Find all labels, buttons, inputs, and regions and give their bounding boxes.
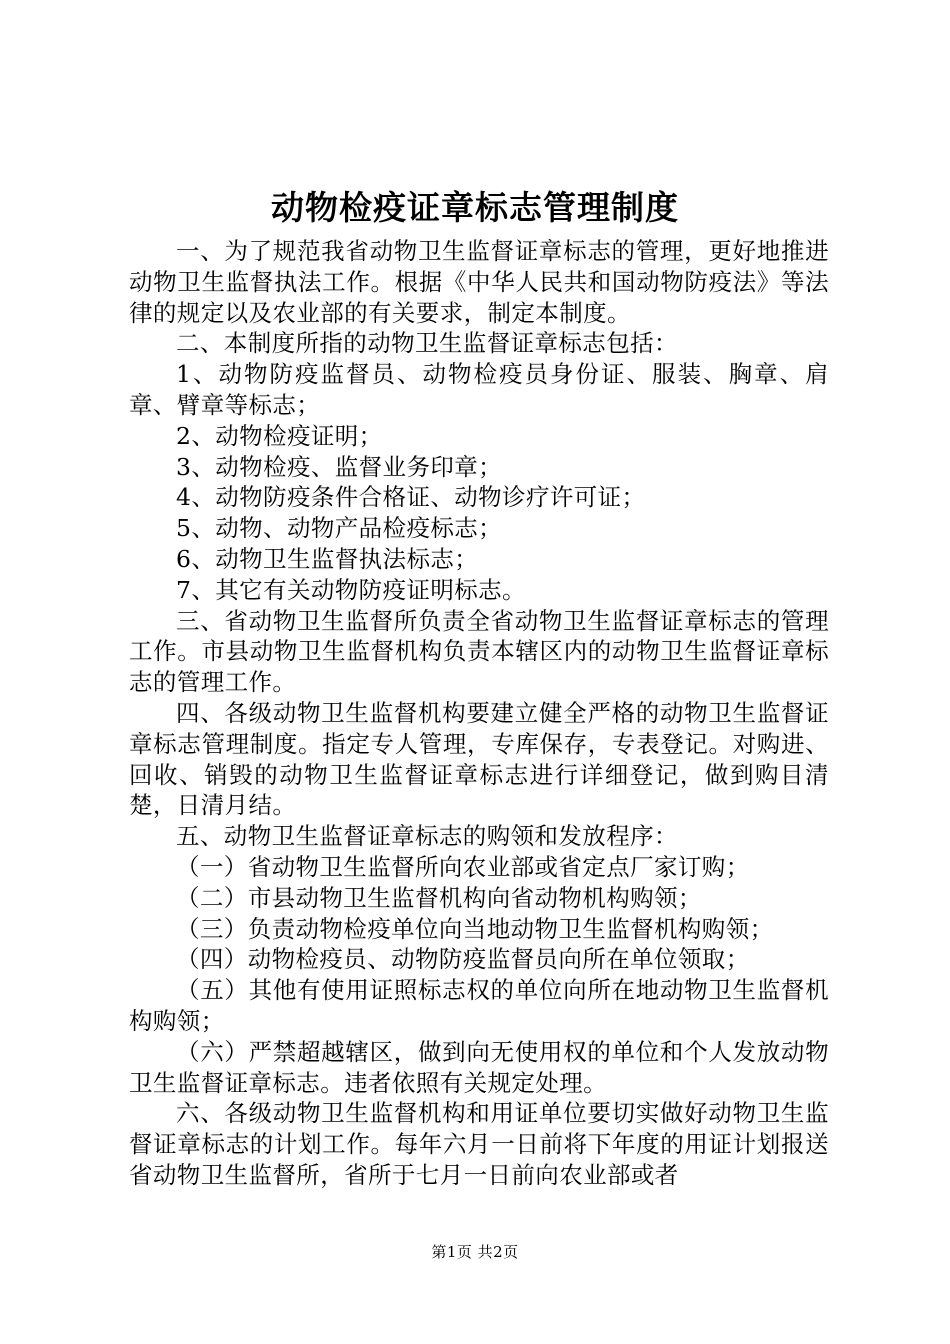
document-body (129, 236, 829, 1191)
list-item: （四）动物检疫员、动物防疫监督员向所在单位领取； (176, 945, 750, 974)
list-item: （二）市县动物卫生监督机构向省动物机构购领； (176, 883, 702, 912)
paragraph-6: 六、各级动物卫生监督机构和用证单位要切实做好动物卫生监督证章标志的计划工作。每年六月一日前将下年度的用证计划报送省动物卫生监督所，省所于七月一日前向农业部或者 (129, 1099, 829, 1189)
paragraph-5: 五、动物卫生监督证章标志的购领和发放程序： (176, 822, 678, 851)
document-title: 动物检疫证章标志管理制度 (271, 188, 679, 227)
paragraph-3: 三、省动物卫生监督所负责全省动物卫生监督证章标志的管理工作。市县动物卫生监督机构负责本辖区内的动物卫生监督证章标志的管理工作。 (129, 606, 829, 697)
list-item: （五）其他有使用证照标志权的单位向所在地动物卫生监督机构购领； (129, 976, 829, 1035)
list-item: （一）省动物卫生监督所向农业部或省定点厂家订购； (176, 852, 750, 881)
list-item: 4、动物防疫条件合格证、动物诊疗许可证； (176, 483, 646, 512)
list-item: 1、动物防疫监督员、动物检疫员身份证、服装、胸章、肩章、臂章等标志； (129, 360, 829, 419)
page-footer: 第1页 共2页 (431, 1243, 519, 1261)
list-item: 2、动物检疫证明； (176, 421, 383, 450)
list-item: 5、动物、动物产品检疫标志； (176, 514, 503, 543)
paragraph-1: 一、为了规范我省动物卫生监督证章标志的管理，更好地推进动物卫生监督执法工作。根据《中华人民共和国动物防疫法》等法律的规定以及农业部的有关要求，制定本制度。 (129, 237, 829, 327)
list-item: （六）严禁超越辖区，做到向无使用权的单位和个人发放动物卫生监督证章标志。违者依照有关规定处理。 (129, 1037, 829, 1097)
list-item: 3、动物检疫、监督业务印章； (176, 452, 503, 481)
paragraph-2: 二、本制度所指的动物卫生监督证章标志包括： (176, 329, 678, 358)
list-item: 7、其它有关动物防疫证明标志。 (176, 575, 526, 604)
paragraph-4: 四、各级动物卫生监督机构要建立健全严格的动物卫生监督证章标志管理制度。指定专人管理，专库保存，专表登记。对购进、回收、销毁的动物卫生监督证章标志进行详细登记，做到购目清楚，日清月结。 (129, 698, 829, 820)
list-item: （三）负责动物检疫单位向当地动物卫生监督机构购领； (176, 914, 774, 943)
list-item: 6、动物卫生监督执法标志； (176, 544, 479, 573)
